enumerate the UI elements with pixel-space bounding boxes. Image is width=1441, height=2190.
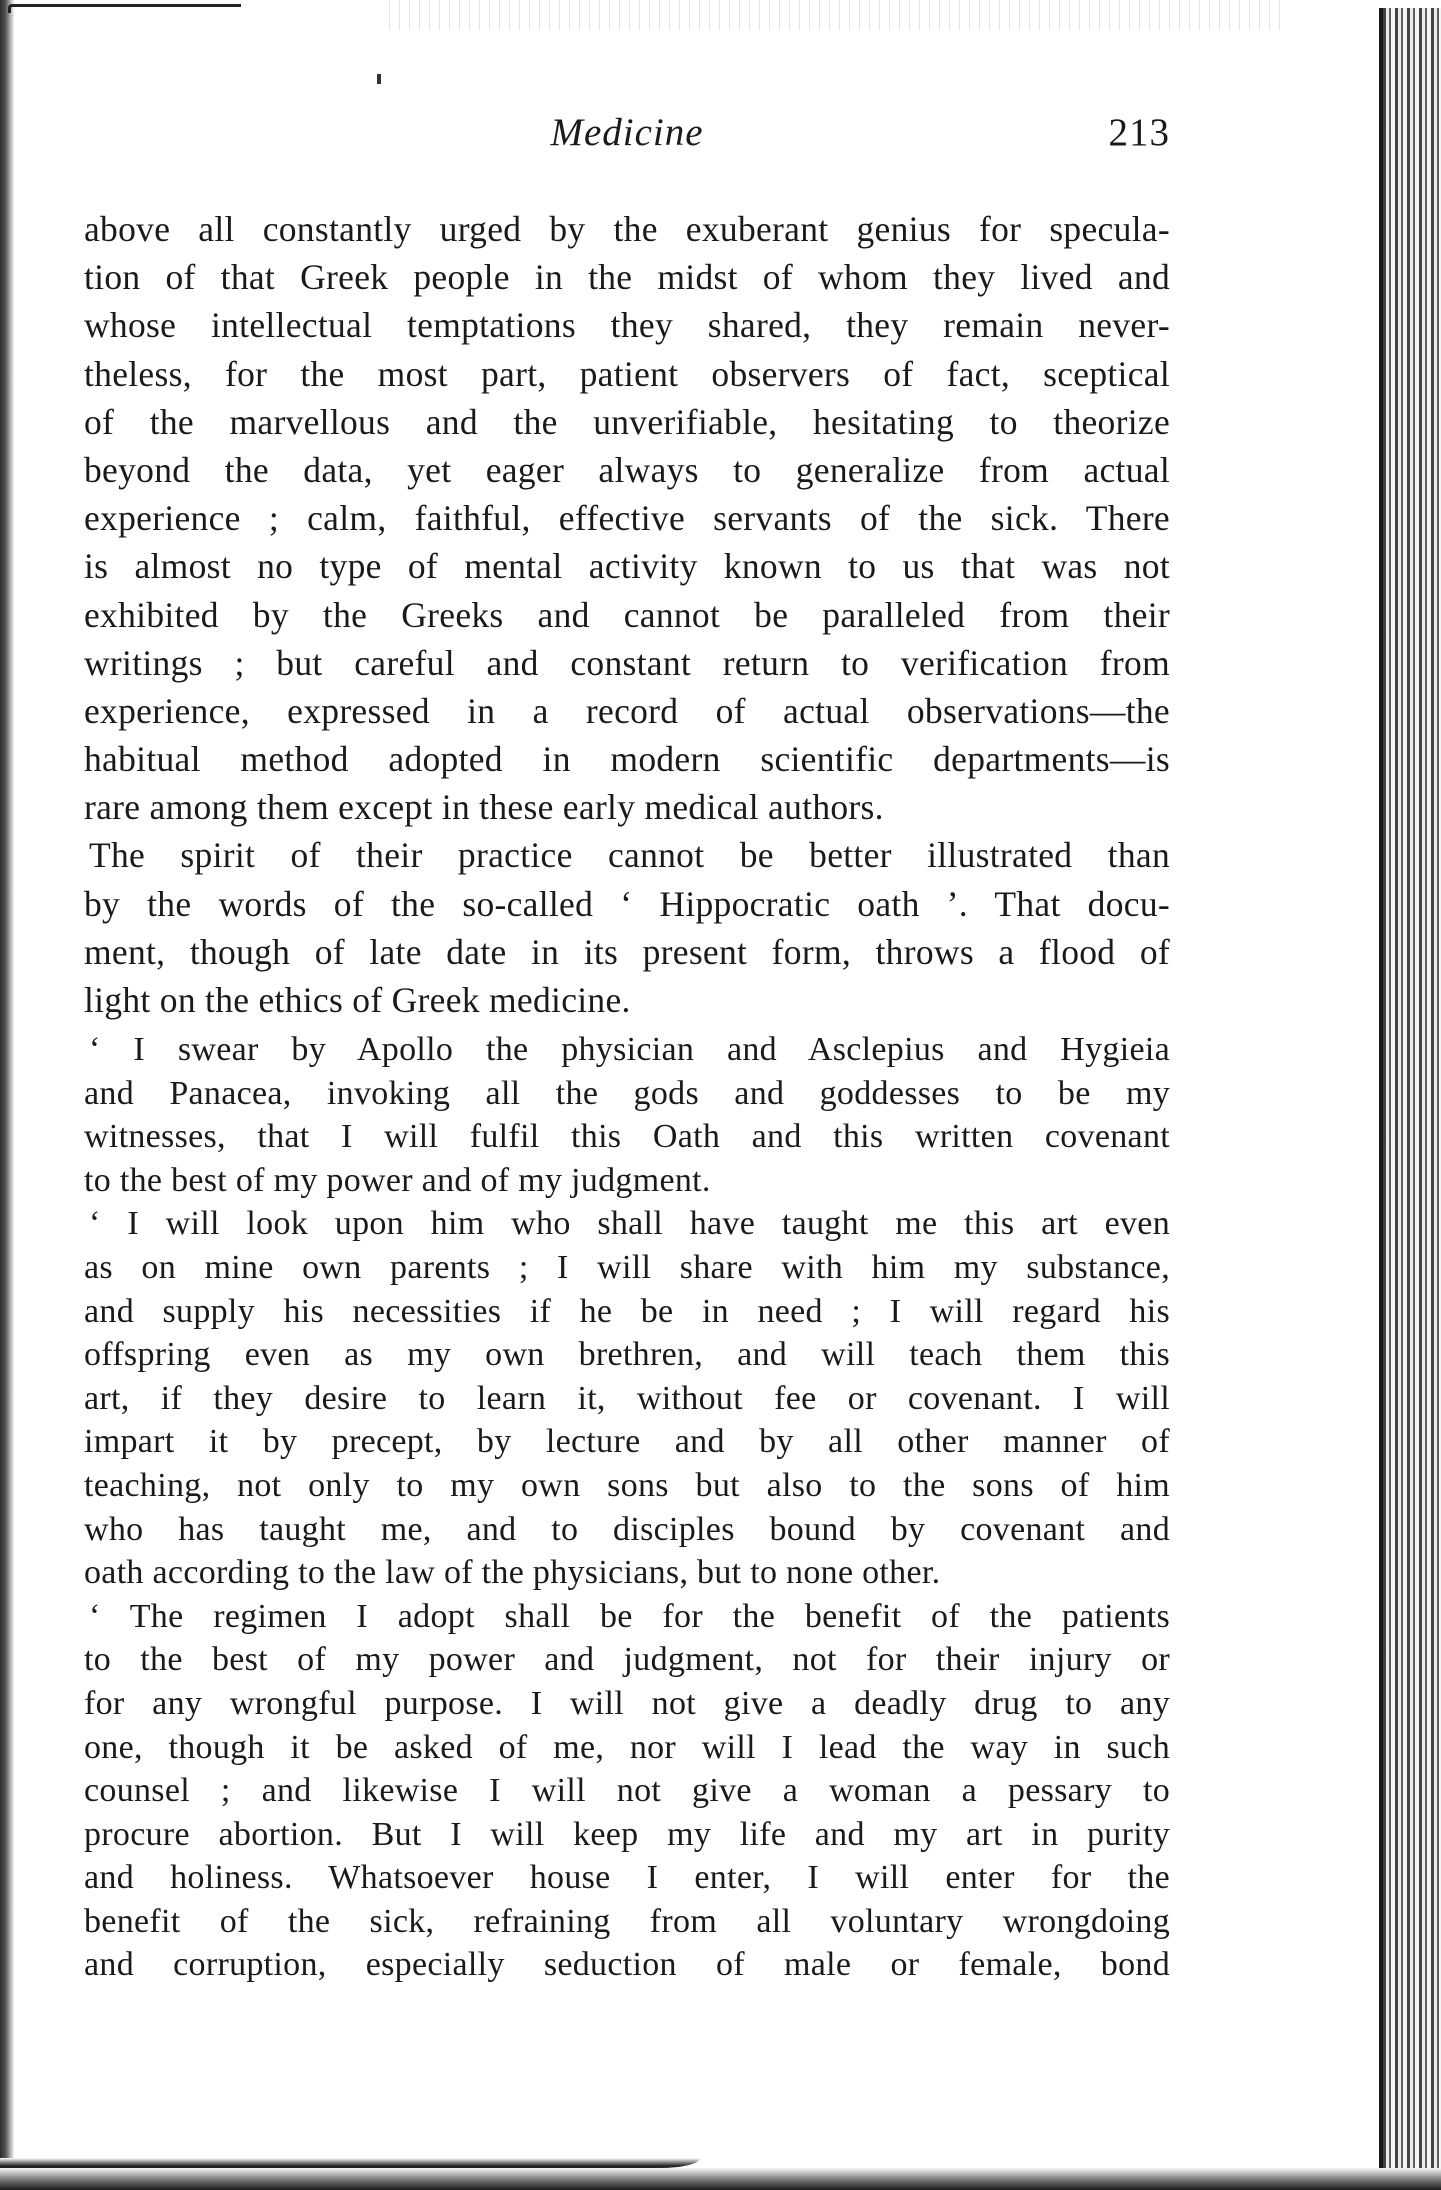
- scan-speck: [377, 74, 381, 84]
- oath-paragraph: [84, 1202, 1170, 1594]
- text-line: theless, for the most part, patient observers of fact, sceptical: [84, 353, 1170, 394]
- text-line: ‘ I will look upon him who shall have taught me this art even: [89, 1205, 1170, 1243]
- text-line: to the best of my power and judgment, not for their injury or: [84, 1641, 1170, 1679]
- text-line: as on mine own parents ; I will share with him my substance,: [84, 1248, 1170, 1286]
- running-header: [84, 110, 1170, 170]
- text-line: for any wrongful purpose. I will not give a deadly drug to any: [84, 1684, 1170, 1722]
- text-line: ‘ The regimen I adopt shall be for the benefit of the patients: [89, 1597, 1170, 1635]
- text-line: procure abortion. But I will keep my life and my art in purity: [84, 1815, 1170, 1853]
- text-line: art, if they desire to learn it, without fee or covenant. I will: [84, 1379, 1170, 1417]
- text-line: The spirit of their practice cannot be better illustrated than: [89, 835, 1170, 876]
- running-title: Medicine: [550, 111, 704, 154]
- text-line: oath according to the law of the physicians, but to none other.: [84, 1554, 941, 1592]
- scan-top-speckle: [380, 0, 1280, 30]
- text-line: and supply his necessities if he be in need ; I will regard his: [84, 1292, 1170, 1330]
- paragraph: [84, 831, 1170, 1024]
- paragraph: [84, 205, 1170, 831]
- text-line: whose intellectual temptations they shared, they remain never-: [84, 305, 1170, 346]
- text-line: witnesses, that I will fulfil this Oath and this written covenant: [84, 1118, 1170, 1156]
- text-line: impart it by precept, by lecture and by all other manner of: [84, 1423, 1170, 1461]
- text-line: above all constantly urged by the exuberant genius for specula-: [84, 209, 1170, 249]
- oath-paragraph: [84, 1595, 1170, 1987]
- scan-bottom-edge: [0, 2168, 1441, 2190]
- scan-right-edge: [1383, 8, 1441, 2190]
- text-line: exhibited by the Greeks and cannot be paralleled from their: [84, 594, 1170, 635]
- text-line: one, though it be asked of me, nor will I lead the way in such: [84, 1728, 1170, 1766]
- text-line: counsel ; and likewise I will not give a woman a pessary to: [84, 1772, 1170, 1810]
- text-line: experience, expressed in a record of actual observations—the: [84, 690, 1170, 731]
- page-number: 213: [1108, 111, 1170, 154]
- oath-quotation: [84, 1028, 1170, 1987]
- text-line: habitual method adopted in modern scientific departments—is: [84, 739, 1170, 780]
- text-line: and Panacea, invoking all the gods and goddesses to be my: [84, 1074, 1170, 1112]
- text-line: who has taught me, and to disciples bound by covenant and: [84, 1510, 1170, 1548]
- text-line: ‘ I swear by Apollo the physician and Asclepius and Hygieia: [89, 1031, 1170, 1068]
- text-line: teaching, not only to my own sons but also to the sons of him: [84, 1466, 1170, 1504]
- oath-paragraph: [84, 1028, 1170, 1202]
- text-line: benefit of the sick, refraining from all voluntary wrongdoing: [84, 1902, 1170, 1940]
- text-line: of the marvellous and the unverifiable, hesitating to theorize: [84, 401, 1170, 442]
- text-line: experience ; calm, faithful, effective servants of the sick. There: [84, 498, 1170, 539]
- text-line: rare among them except in these early medical authors.: [84, 787, 884, 828]
- text-line: tion of that Greek people in the midst of whom they lived and: [84, 257, 1170, 298]
- text-line: beyond the data, yet eager always to generalize from actual: [84, 449, 1170, 490]
- text-line: and corruption, especially seduction of male or female, bond: [84, 1946, 1170, 1984]
- text-line: offspring even as my own brethren, and will teach them this: [84, 1336, 1170, 1374]
- text-line: to the best of my power and of my judgment.: [84, 1161, 711, 1199]
- text-line: by the words of the so-called ‘ Hippocratic oath ’. That docu-: [84, 883, 1170, 924]
- text-line: writings ; but careful and constant return to verification from: [84, 642, 1170, 683]
- scan-bottom-bar: [0, 2158, 700, 2168]
- main-text: [84, 205, 1170, 1024]
- text-line: is almost no type of mental activity known to us that was not: [84, 546, 1170, 587]
- scan-corner-mark: [8, 4, 241, 13]
- text-line: light on the ethics of Greek medicine.: [84, 980, 631, 1020]
- scan-left-edge: [0, 0, 14, 2190]
- text-line: and holiness. Whatsoever house I enter, I will enter for the: [84, 1859, 1170, 1897]
- text-line: ment, though of late date in its present form, throws a flood of: [84, 931, 1170, 972]
